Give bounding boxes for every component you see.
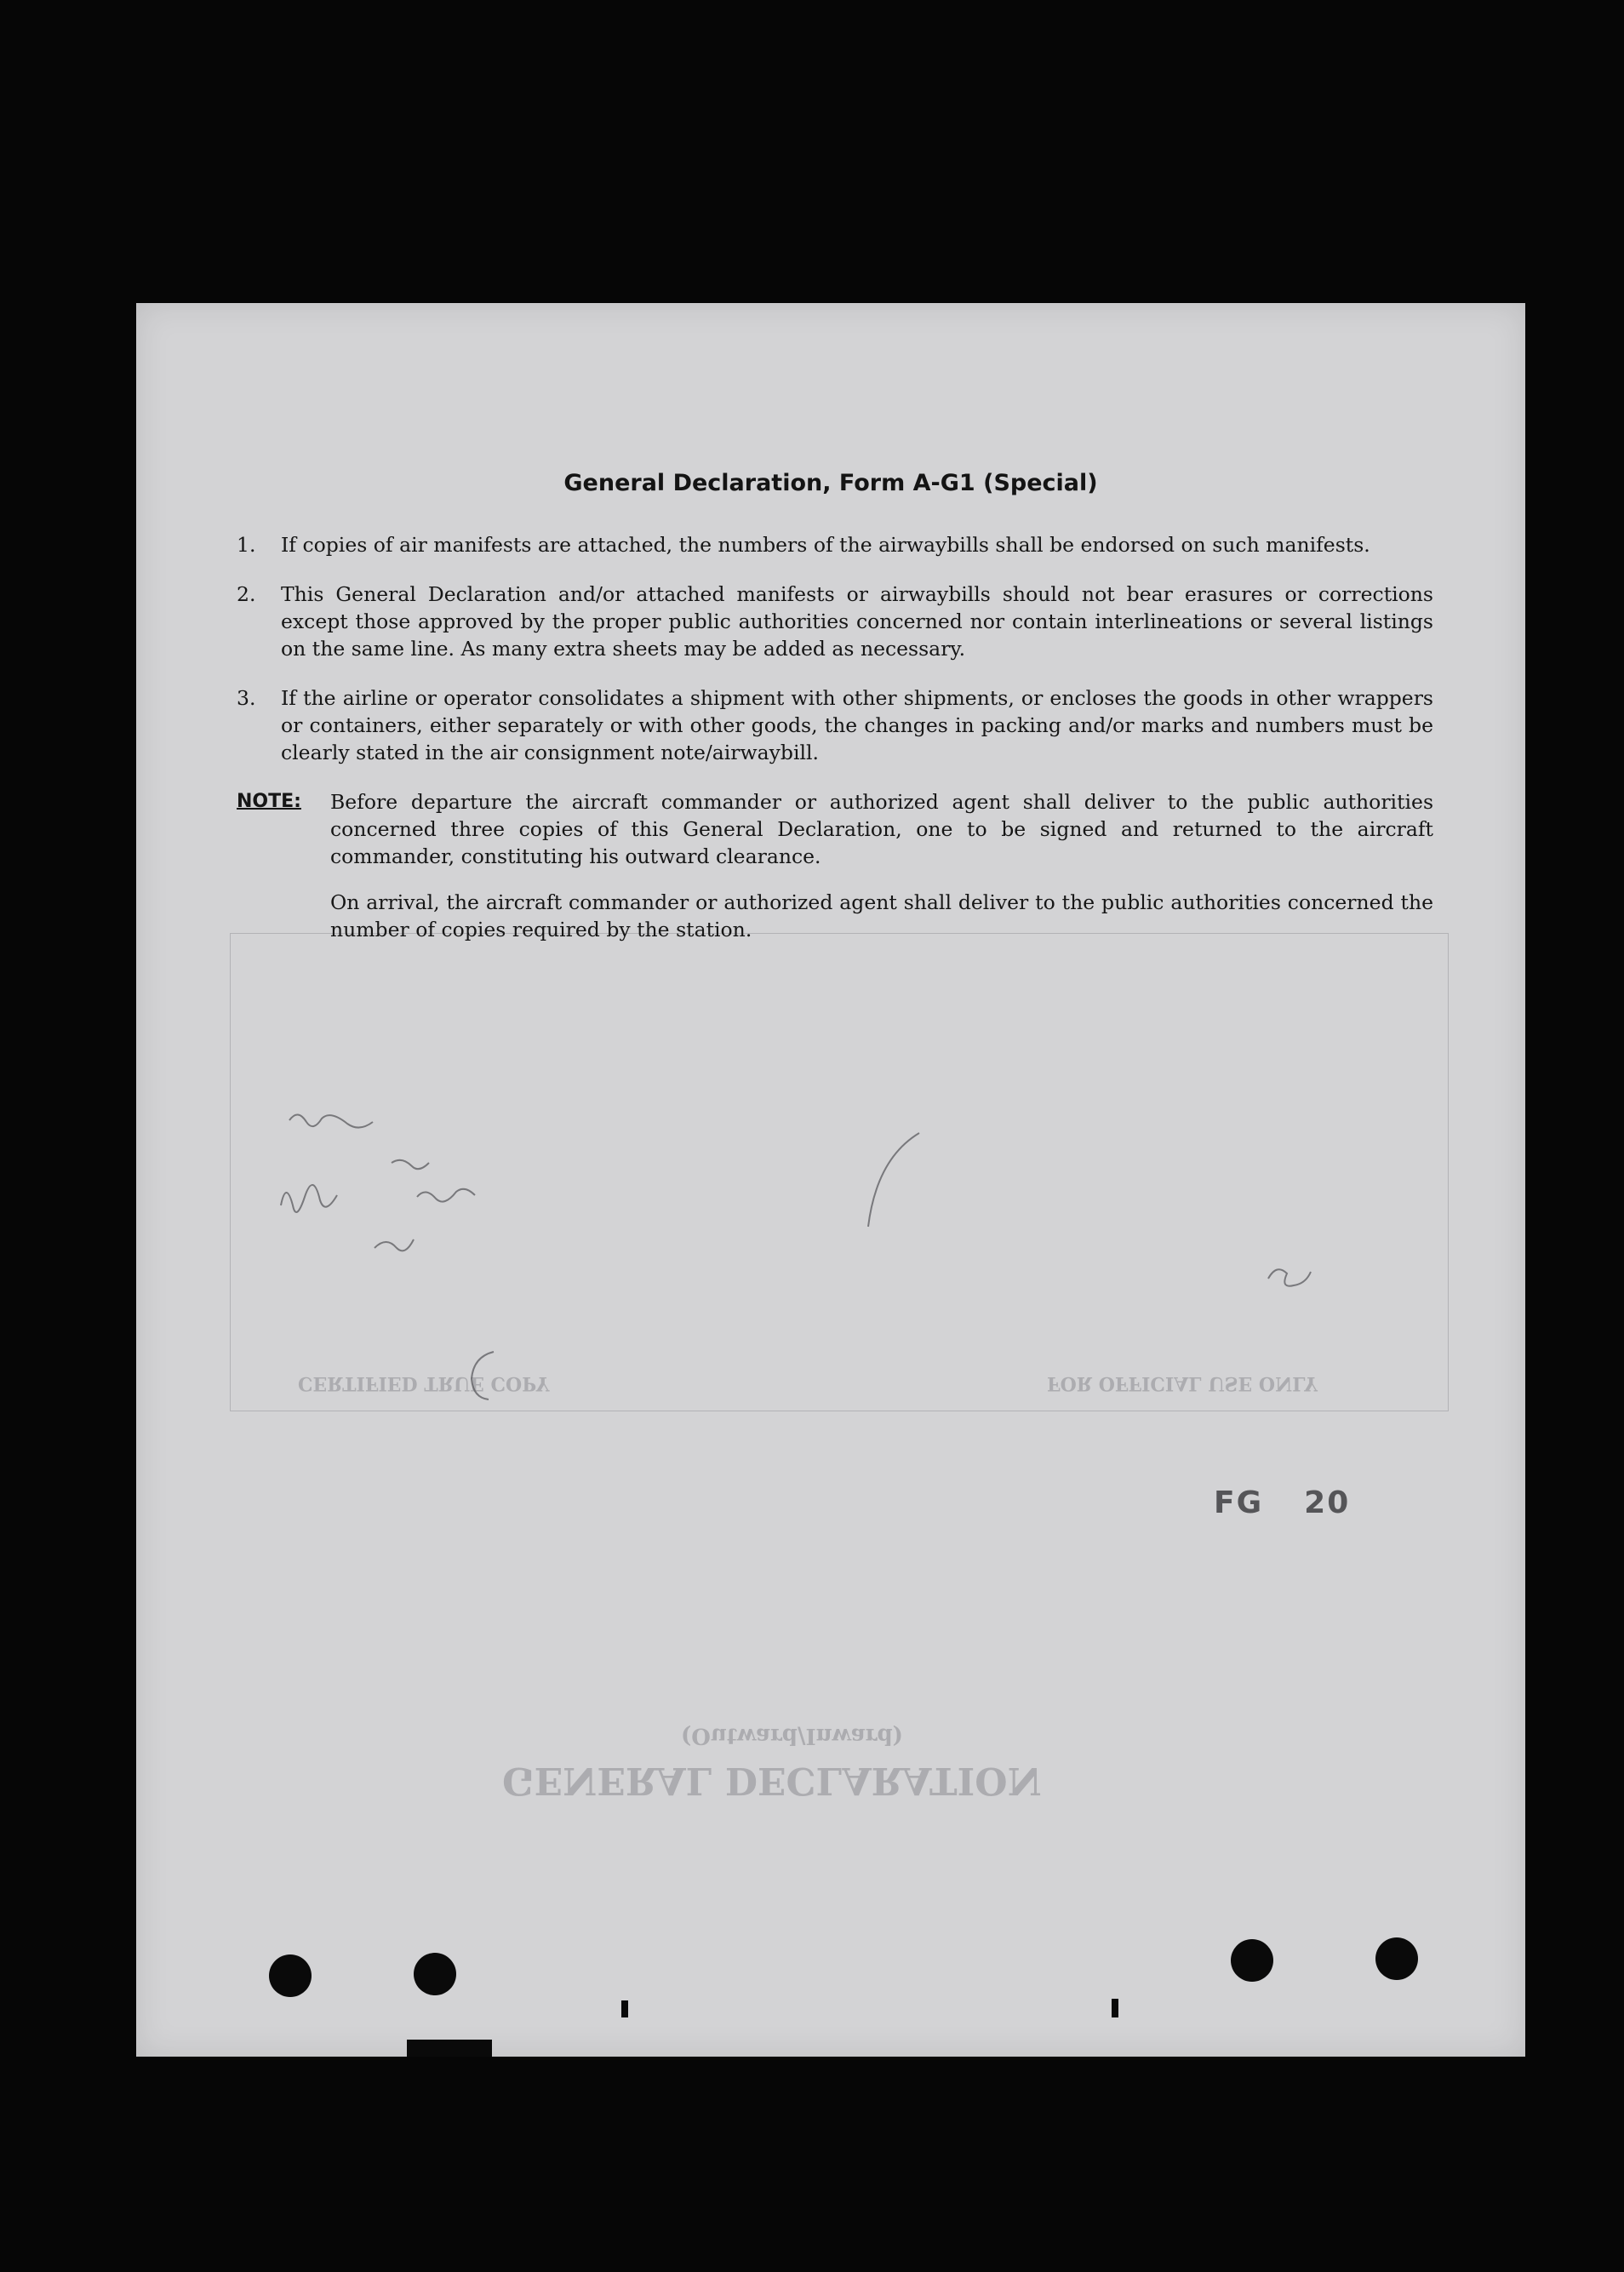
page-stamp (1214, 1485, 1350, 1520)
torn-edge (621, 2000, 628, 2017)
punch-hole (269, 1954, 312, 1997)
torn-edge (407, 2040, 492, 2057)
document-page (136, 303, 1525, 2057)
note-paragraph: Before departure the aircraft commander or authorized agent shall deliver to the public authorities concerned three copies of this General Declaration, one to be signed and returned to the aircraft commander, constituting his outward clearance. (330, 790, 1433, 868)
note-label: NOTE: (237, 791, 301, 812)
torn-edge (1112, 1999, 1118, 2017)
form-title: General Declaration, Form A-G1 (Special) (563, 470, 1098, 496)
punch-hole (1231, 1939, 1273, 1982)
punch-hole (414, 1953, 456, 1995)
bleed-through-text-4: FOR OFFICIAL USE ONLY (1047, 1372, 1318, 1394)
item-number: 3. (237, 686, 256, 710)
item-text: This General Declaration and/or attached manifests or airwaybills should not bear erasures or corrections except those approved by the proper public authorities concerned nor contain interlineations or several listings on the same line. As many extra sheets may be added as necessary. (281, 582, 1433, 661)
bleed-through-text-2: (Outward/Inward) (681, 1723, 903, 1748)
bleed-through-text-1: GENERAL DECLARATION (502, 1759, 1042, 1802)
item-text: If copies of air manifests are attached, the numbers of the airwaybills shall be endorsed on such manifests. (281, 533, 1370, 557)
handwritten-pencil-marks (136, 303, 1525, 2057)
item-number: 1. (237, 533, 256, 557)
note-paragraph: On arrival, the aircraft commander or authorized agent shall deliver to the public authorities concerned the number of copies required by the station. (330, 890, 1433, 941)
bleed-through-text-3: CERTIFIED TRUE COPY (298, 1372, 550, 1394)
item-text: If the airline or operator consolidates a shipment with other shipments, or encloses the goods in other wrappers or containers, either separately or with other goods, the changes in packing and/or marks and numbers must be clearly stated in the air consignment note/airwaybill. (281, 686, 1433, 764)
stamp-right: 20 (1304, 1485, 1351, 1520)
item-number: 2. (237, 582, 256, 606)
punch-hole (1375, 1937, 1418, 1980)
stamp-left: FG (1214, 1485, 1264, 1520)
